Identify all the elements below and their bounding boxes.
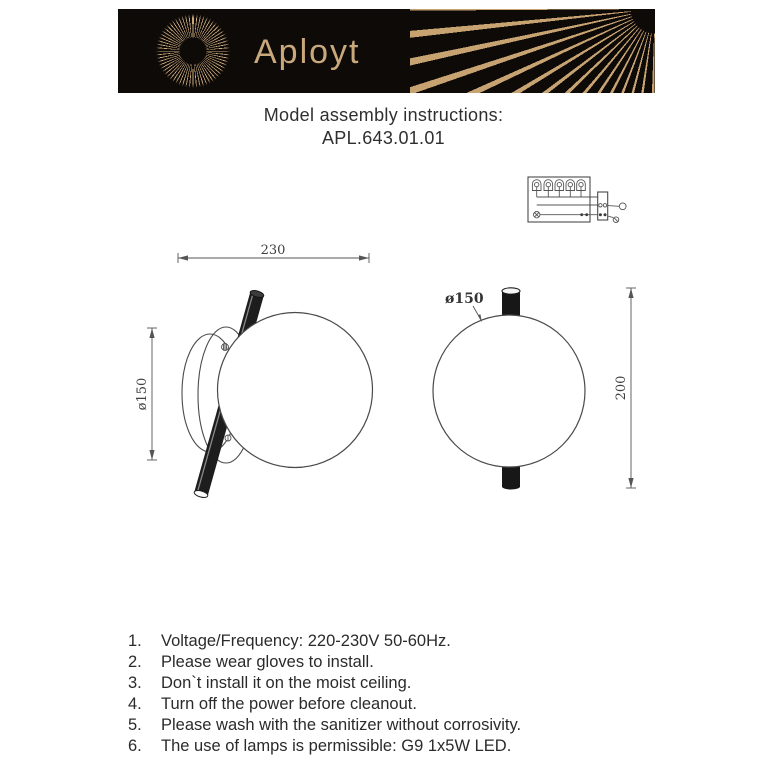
instruction-item [128,715,521,736]
instruction-text: Turn off the power before cleanout. [161,695,417,713]
instruction-item [128,736,521,757]
instruction-item [128,673,521,694]
terminal-block-wiring-diagram [520,170,640,228]
starburst-logo-icon [153,11,233,91]
glass-sphere [433,315,585,467]
fixing-screw-top-icon [222,344,229,351]
glass-sphere [218,313,373,468]
fixing-screw-bottom-icon [225,435,231,441]
connector-block [598,192,626,223]
instruction-text: The use of lamps is permissible: G9 1x5W LED. [161,737,512,755]
title-block [0,104,767,150]
ground-screw-icon [534,212,540,218]
instruction-text: Voltage/Frequency: 220-230V 50-60Hz. [161,632,451,650]
instruction-item [128,652,521,673]
model-number: APL.643.01.01 [321,128,445,148]
width-dimension [178,243,369,263]
instruction-number: 2. [128,653,142,671]
height-dimension [614,288,636,488]
instructions-list [128,631,521,757]
instruction-number: 1. [128,632,142,650]
instruction-number: 5. [128,716,142,734]
instruction-number: 6. [128,737,142,755]
mounting-screw-icon [613,217,619,223]
instruction-number: 4. [128,695,142,713]
lamp-side-view-drawing [130,243,390,535]
rod-bottom-end [502,484,520,490]
brand-wordmark: Aployt [254,33,361,71]
instruction-text: Don`t install it on the moist ceiling. [161,674,412,692]
diameter-dimension [135,328,157,460]
terminal-block [528,177,598,222]
diameter-dimension-label: ø150 [135,377,150,411]
lamp-front-view-drawing [420,265,655,500]
rod-top-opening [502,288,520,294]
instruction-number: 3. [128,674,142,692]
instruction-text: Please wash with the sanitizer without corrosivity. [161,716,522,734]
diameter-dimension-label: ø150 [445,291,484,307]
height-dimension-label: 200 [614,375,629,401]
corner-rays-icon [410,9,655,93]
page-title: Model assembly instructions: [263,105,504,125]
diameter-dimension [445,291,484,323]
instruction-item [128,694,521,715]
brand-banner [118,9,655,93]
instruction-item [128,631,521,652]
instruction-text: Please wear gloves to install. [161,653,374,671]
wire-loop-icon [619,203,626,210]
width-dimension-label: 230 [260,243,286,258]
